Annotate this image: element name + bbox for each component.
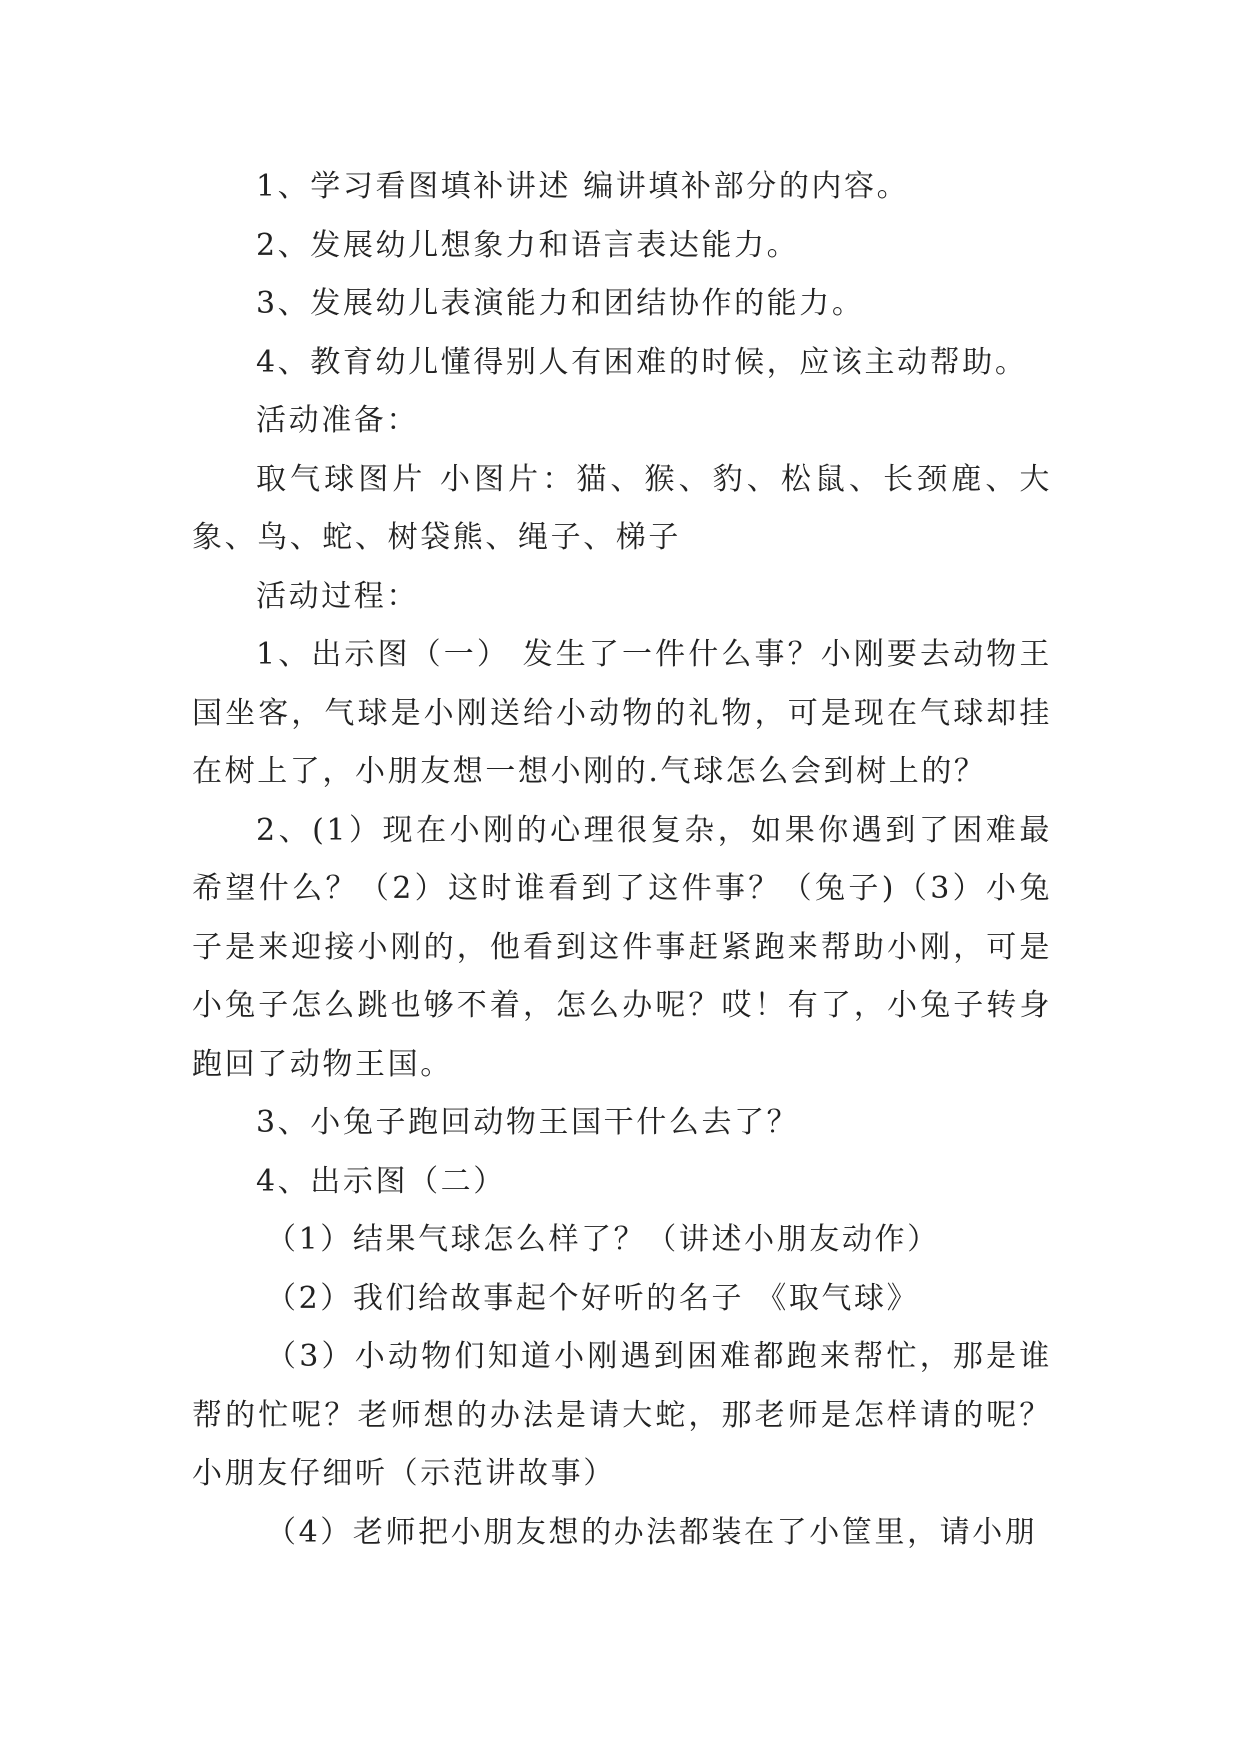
preparation-materials-paragraph: 取气球图片 小图片：猫、猴、豹、松鼠、长颈鹿、大象、鸟、蛇、树袋熊、绳子、梯子	[192, 461, 1052, 555]
document-body	[192, 158, 1052, 1562]
sub-item-2-paragraph: （2）我们给故事起个好听的名子 《取气球》	[266, 1280, 920, 1316]
preparation-heading: 活动准备：	[256, 403, 419, 438]
goal-2-paragraph: 2、发展幼儿想象力和语言表达能力。	[256, 227, 800, 263]
process-step-4-paragraph: 4、出示图（二）	[256, 1163, 506, 1199]
process-step-1-paragraph: 1、出示图（一） 发生了一件什么事？小刚要去动物王国坐客，气球是小刚送给小动物的礼物，可是现在气球却挂在树上了，小朋友想一想小刚的.气球怎么会到树上的？	[192, 637, 1052, 789]
process-step-2-paragraph: 2、(1）现在小刚的心理很复杂，如果你遇到了困难最希望什么？（2）这时谁看到了这件事？（兔子)（3）小兔子是来迎接小刚的，他看到这件事赶紧跑来帮助小刚，可是小兔子怎么跳也够不着，怎么办呢？哎！有了，小兔子转身跑回了动物王国。	[192, 812, 1052, 1082]
goal-3-paragraph: 3、发展幼儿表演能力和团结协作的能力。	[256, 286, 865, 321]
sub-item-1-paragraph: （1）结果气球怎么样了？（讲述小朋友动作）	[266, 1222, 940, 1257]
sub-item-4-paragraph: （4）老师把小朋友想的办法都装在了小筐里，请小朋	[266, 1514, 1038, 1550]
process-heading: 活动过程：	[256, 578, 419, 614]
goal-1-paragraph: 1、学习看图填补讲述 编讲填补部分的内容。	[256, 169, 910, 204]
sub-item-3-paragraph: （3）小动物们知道小刚遇到困难都跑来帮忙，那是谁帮的忙呢？老师想的办法是请大蛇，那老师是怎样请的呢？小朋友仔细听（示范讲故事）	[192, 1339, 1052, 1491]
process-step-3-paragraph: 3、小兔子跑回动物王国干什么去了？	[256, 1105, 800, 1140]
goal-4-paragraph: 4、教育幼儿懂得别人有困难的时候，应该主动帮助。	[256, 344, 1028, 380]
